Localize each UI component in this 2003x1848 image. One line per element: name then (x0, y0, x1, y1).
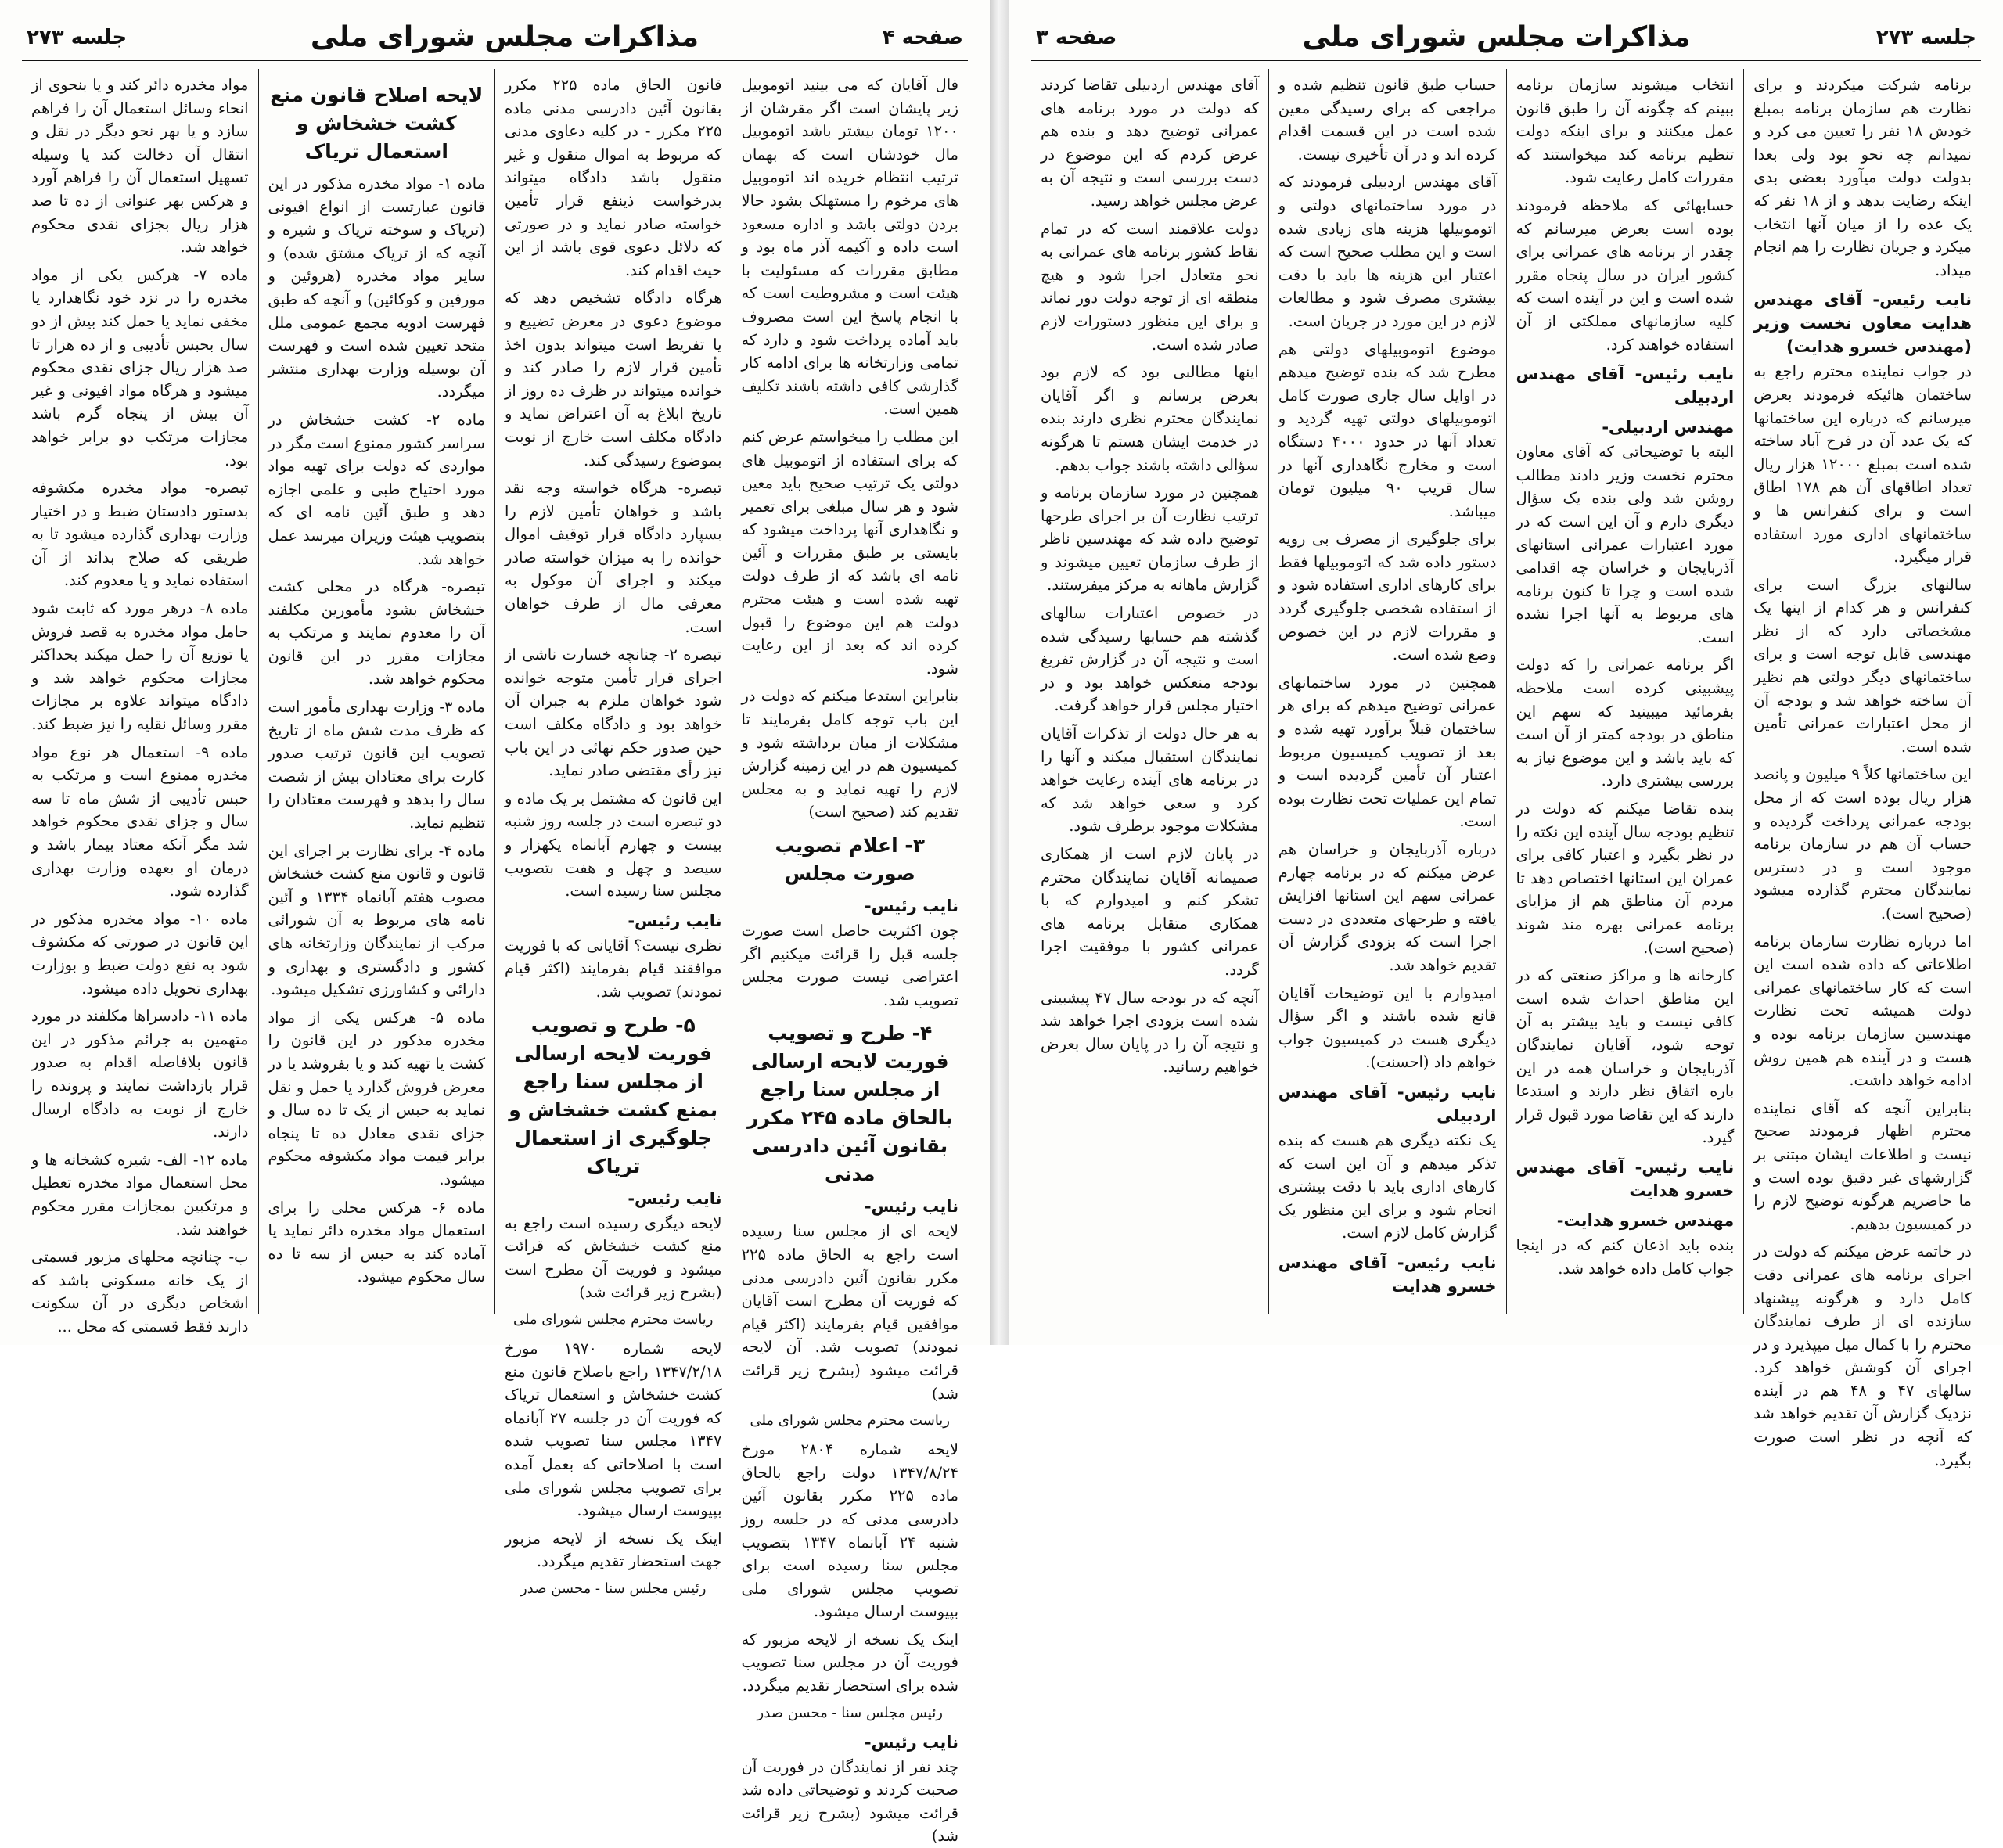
speaker-label: نایب رئیس- آقای مهندس اردبیلی (1278, 1082, 1497, 1125)
paragraph: تبصره- هرگاه خواسته وجه نقد باشد و خواهان تأمین لازم را بسپارد دادگاه قرار توقیف اموال خوانده را به میزان خواسته صادر میکند و اجرای آن موکول به معرفی مال از طرف خواهان است. (505, 479, 722, 636)
paragraph: لایحه شماره ۲۸۰۴ مورخ ۱۳۴۷/۸/۲۴ دولت راجع بالحاق ماده ۲۲۵ مکرر بقانون آئین دادرسی مدنی که در جلسه روز شنبه ۲۴ آبانماه ۱۳۴۷ بتصویب مجلس سنا رسیده است برای تصویب مجلس شورای ملی بپیوست ارسال میشود. (741, 1440, 958, 1621)
paragraph: چند نفر از نمایندگان در فوریت آن صحبت کردند و توضیحاتی داده شد قرائت میشود (بشرح زیر قرائت شد) (741, 1757, 958, 1846)
paragraph: بنابراین استدعا میکنم که دولت در این باب توجه کامل بفرمایند تا مشکلات از میان برداشته شود و کمیسیون هم در این زمینه گزارش لازم را تهیه نماید و به مجلس تقدیم کند (صحیح است) (741, 687, 958, 822)
paragraph: یک نکته دیگری هم هست که بنده تذکر میدهم و آن این است که کارهای اداری باید با دقت بیشتری انجام شود و برای این منظور یک گزارش کامل لازم است. (1278, 1131, 1497, 1242)
left-page-column-3 (258, 69, 495, 1314)
paragraph: برنامه شرکت میکردند و برای نظارت هم سازمان برنامه بمبلغ خودش ۱۸ نفر را تعیین می کرد و نمیدانم چه نحو بود ولی بعدا بدولت دولت میآورد بعضی بدی اینکه رضایت بدهد و از ۱۸ نفر که یک عده را از میان آنها انتخاب میکرد و جریان نظارت را هم انجام میداد. (1753, 76, 1972, 279)
paragraph: موضوع اتوموبیلهای دولتی هم مطرح شد که بنده توضیح میدهم در اوایل سال جاری صورت کامل اتوموبیلهای دولتی تهیه گردید و تعداد آنها در حدود ۴۰۰۰ دستگاه است و مخارج نگاهداری آنها در سال قریب ۹۰ میلیون تومان میباشد. (1278, 340, 1497, 520)
paragraph: تبصره- هرگاه در محلی کشت خشخاش بشود مأمورین مکلفند آن را معدوم نمایند و مرتکب به مجازات مقرر در این قانون محکوم خواهد شد. (268, 577, 485, 689)
paragraph: این ساختمانها کلاً ۹ میلیون و پانصد هزار ریال بوده است که از محل بودجه عمرانی پرداخت گردیده و حساب آن هم در سازمان برنامه موجود است و در دسترس نمایندگان محترم گذارده میشود (صحیح است). (1753, 765, 1972, 922)
paragraph: حساب طبق قانون تنظیم شده و مراجعی که برای رسیدگی معین شده است در این قسمت اقدام کرده اند و در آن تأخیری نیست. (1278, 76, 1497, 164)
paragraph: همچنین در مورد ساختمانهای عمرانی توضیح میدهم که برای هر ساختمان قبلاً برآورد تهیه شده و بعد از تصویب کمیسیون مربوط اعتبار آن تأمین گردیده است و تمام این عملیات تحت نظارت بوده است. (1278, 673, 1497, 831)
paragraph: اینها مطالبی بود که لازم بود بعرض برسانم و اگر آقایان نمایندگان محترم نظری دارند بنده در خدمت ایشان هستم تا هرگونه سؤالی داشته باشند جواب بدهم. (1041, 363, 1259, 474)
paragraph: چون اکثریت حاصل است صورت جلسه قبل را قرائت میکنیم اگر اعتراضی نیست صورت مجلس تصویب شد. (741, 922, 958, 1009)
right-page-title: مذاکرات مجلس شورای ملی (1302, 21, 1691, 53)
left-page-header (22, 16, 968, 61)
paragraph: انتخاب میشوند سازمان برنامه ببینم که چگونه آن را طبق قانون عمل میکنند و برای اینکه دولت تنظیم برنامه کند میخواستند که مقررات کامل رعایت شود. (1516, 76, 1735, 187)
speaker-label: نایب رئیس- آقای مهندس خسرو هدایت (1278, 1253, 1497, 1296)
paragraph: ماده ۴- برای نظارت بر اجرای این قانون و قانون منع کشت خشخاش مصوب هفتم آبانماه ۱۳۳۴ و آئین نامه های مربوط به آن شورائی مرکب از نمایندگان وزارتخانه های کشور و دادگستری و بهداری و دارائی و کشاورزی تشکیل میشود. (268, 841, 485, 999)
right-page-column-4 (1031, 69, 1268, 1314)
paragraph: ماده ۲- کشت خشخاش در سراسر کشور ممنوع است مگر در مواردی که دولت برای تهیه مواد مورد احتیاج طبی و علمی اجازه دهد و طبق آئین نامه ای که بتصویب هیئت وزیران میرسد عمل خواهد شد. (268, 410, 485, 568)
paragraph: ماده ۱۱- دادسراها مکلفند در مورد متهمین به جرائم مذکور در این قانون بلافاصله اقدام به صدور قرار بازداشت نمایند و پرونده را خارج از نوبت به دادگاه ارسال دارند. (31, 1007, 249, 1142)
paragraph: در خصوص اعتبارات سالهای گذشته هم حسابها رسیدگی شده است و نتیجه آن در گزارش تفریغ بودجه منعکس خواهد بود و در اختیار مجلس قرار خواهد گرفت. (1041, 604, 1259, 715)
paragraph: درباره آذربایجان و خراسان هم عرض میکنم که در برنامه چهارم عمرانی سهم این استانها افزایش یافته و طرحهای متعددی در دست اجرا است که بزودی گزارش آن تقدیم خواهد شد. (1278, 840, 1497, 974)
signature-note: ریاست محترم مجلس شورای ملی (512, 1310, 714, 1328)
speaker-label: نایب رئیس- آقای مهندس هدایت معاون نخست وزیر (مهندس خسرو هدایت) (1753, 290, 1972, 357)
paragraph: ماده ۱۰- مواد مخدره مذکور در این قانون در صورتی که مکشوف شود به نفع دولت ضبط و بوزارت بهداری تحویل داده میشود. (31, 909, 249, 998)
right-page-column-3 (1268, 69, 1506, 1314)
paragraph: بنده باید اذعان کنم که در اینجا جواب کامل داده خواهد شد. (1516, 1235, 1735, 1278)
paragraph: آقای مهندس اردبیلی فرمودند که در مورد ساختمانهای دولتی و اتوموبیلها هزینه های زیادی شده است و این مطلب صحیح است که اعتبار این هزینه ها باید با دقت بیشتری مصرف شود و مطالعات لازم در این مورد در جریان است. (1278, 173, 1497, 330)
right-page-column-1 (1743, 69, 1981, 1469)
speaker-label: نایب رئیس- آقای مهندس اردبیلی (1516, 365, 1735, 408)
speaker-label: مهندس اردبیلی- (1602, 418, 1735, 437)
paragraph: برای جلوگیری از مصرف بی رویه دستور داده شد که اتوموبیلها فقط برای کارهای اداری استفاده شود و از استفاده شخصی جلوگیری گردد و مقررات لازم در این خصوص وضع شده است. (1278, 530, 1497, 664)
left-page-columns (22, 69, 968, 1846)
left-page-column-1 (732, 69, 969, 1846)
speaker-label: مهندس خسرو هدایت- (1556, 1210, 1735, 1230)
paragraph: این قانون که مشتمل بر یک ماده و دو تبصره است در جلسه روز شنبه بیست و چهارم آبانماه یکهزار و سیصد و چهل و هفت بتصویب مجلس سنا رسیده است. (505, 789, 722, 901)
paragraph: اگر برنامه عمرانی را که دولت پیشبینی کرده است ملاحظه بفرمائید میبینید که سهم این مناطق در بودجه کمتر از آن است که باید باشد و این موضوع نیاز به بررسی بیشتری دارد. (1516, 656, 1735, 790)
paragraph: این مطلب را میخواستم عرض کنم که برای استفاده از اتوموبیل های دولتی یک ترتیب صحیح باید معین شود و هر سال مبلغی برای تعمیر و نگاهداری آنها پرداخت میشود که بایستی بر طبق مقررات و آئین نامه ای باشد که از طرف دولت تهیه شده است و هیئت محترم دولت هم این موضوع را قبول کرده اند که بعد از این رعایت شود. (741, 427, 958, 678)
paragraph: در جواب نماینده محترم راجع به ساختمان هائیکه فرمودند بعرض میرسانم که درباره این ساختمانها که یک عدد آن در فرح آباد ساخته شده است بمبلغ ۱۲۰۰۰ هزار ریال تعداد اطاقهای آن هم ۱۷۸ اطاق است و برای کنفرانس ها و ساختمانهای اداری مورد استفاده قرار میگیرد. (1753, 362, 1972, 566)
speaker-label: نایب رئیس- (864, 1732, 958, 1752)
paragraph: ماده ۱- مواد مخدره مذکور در این قانون عبارتست از انواع افیونی (تریاک و سوخته تریاک و شیره و آنچه که از تریاک مشتق شده) و سایر مواد مخدره (هروئین و مورفین و کوکائین) و آنچه که طبق فهرست ادویه مجمع عمومی ملل متحد تعیین شده است و فهرست آن بوسیله وزارت بهداری منتشر میگردد. (268, 174, 485, 401)
paragraph: همچنین در مورد سازمان برنامه و ترتیب نظارت آن بر اجرای طرحها توضیح داده شد که مهندسین ناظر از طرف سازمان تعیین میشوند و گزارش ماهانه به مرکز میفرستند. (1041, 484, 1259, 595)
signature-note: رئیس مجلس سنا - محسن صدر (520, 1580, 707, 1597)
section-heading: لایحه اصلاح قانون منع کشت خشخاش و استعمال تریاک (270, 84, 484, 163)
paragraph: نظری نیست؟ آقایانی که با فوریت موافقند قیام بفرمایند (اکثر قیام نمودند) تصویب شد. (505, 936, 722, 1001)
section-heading: ۵- طرح و تصویب فوریت لایحه ارسالی از مجلس سنا راجع بمنع کشت خشخاش و جلوگیری از استعمال تریاک (509, 1013, 718, 1177)
paragraph: دولت علاقمند است که در تمام نقاط کشور برنامه های عمرانی به نحو متعادل اجرا شود و هیچ منطقه ای از توجه دولت دور نماند و برای این منظور دستورات لازم صادر شده است. (1041, 219, 1259, 354)
paragraph: لایحه شماره ۱۹۷۰ مورخ ۱۳۴۷/۲/۱۸ راجع باصلاح قانون منع کشت خشخاش و استعمال تریاک که فوریت آن در جلسه ۲۷ آبانماه ۱۳۴۷ مجلس سنا تصویب شده است با اصلاحاتی که بعمل آمده برای تصویب مجلس شورای ملی بپیوست ارسال میشود. (505, 1339, 722, 1520)
paragraph: در خاتمه عرض میکنم که دولت در اجرای برنامه های عمرانی دقت کامل دارد و هرگونه پیشنهاد سازنده ای از طرف نمایندگان محترم را با کمال میل میپذیرد و در اجرای آن کوشش خواهد کرد. سالهای ۴۷ و ۴۸ هم در آینده نزدیک گزارش آن تقدیم خواهد شد که آنچه در نظر است صورت بگیرد. (1753, 1242, 1972, 1469)
paragraph: ماده ۵- هرکس یکی از مواد مخدره مذکور در این قانون را کشت یا تهیه کند و یا بفروشد یا در معرض فروش گذارد یا حمل و نقل نماید به حبس از یک تا ده سال و جزای نقدی معادل ده تا پنجاه برابر قیمت مواد مکشوفه محکوم میشود. (268, 1008, 485, 1188)
paragraph: فال آقایان که می بینید اتوموبیل زیر پایشان است اگر مقرشان از ۱۲۰۰ تومان بیشتر باشد اتوموبیل مال خودشان است که بهمان ترتیب انتظام خریده اند اتوموبیل های مرخوم را مستهلک بشود حالا بردن دولتی باشد و اداره مسعود است داده و آکیمه آذر ماه بود و مطابق مقررات که مسئولیت با هیئت است و مشروطیت است که با انجام پاسخ این است مصروف باید آماده پرداخت شود و دارد که تمامی وزارتخانه ها برای ادامه کار گذارشی کافی داشته باشند تکلیف همین است. (741, 76, 958, 419)
paragraph: اما درباره نظارت سازمان برنامه اطلاعاتی که داده شده است این است که کار ساختمانهای عمرانی دولت همیشه تحت نظارت مهندسین سازمان برنامه بوده و هست و در آینده هم همین روش ادامه خواهد داشت. (1753, 932, 1972, 1090)
paragraph: ماده ۱۲- الف- شیره کشخانه ها و محل استعمال مواد مخدره تعطیل و مرتکبین بمجازات مقرر محکوم خواهند شد. (31, 1150, 249, 1239)
left-page (0, 0, 990, 1846)
paragraph: اینک یک نسخه از لایحه مزبور که فوریت آن در مجلس سنا تصویب شده برای استحضار تقدیم میگردد. (741, 1630, 958, 1695)
paragraph: سالنهای بزرگ است برای کنفرانس و هر کدام از اینها یک مشخصاتی دارد که از نظر مهندسی قابل توجه است و برای ساختمانهای دیگر دولتی هم نظیر آن ساخته خواهد شد و بودجه آن از محل اعتبارات عمرانی تأمین شده است. (1753, 575, 1972, 756)
right-page-header (1031, 16, 1981, 61)
paragraph: ماده ۸- درهر مورد که ثابت شود حامل مواد مخدره به قصد فروش یا توزیع آن را حمل میکند بحداکثر مجازات محکوم خواهد شد و دادگاه میتواند علاوه بر مجازات مقرر وسائل نقلیه را نیز ضبط کند. (31, 599, 249, 734)
paragraph: کارخانه ها و مراکز صنعتی که در این مناطق احداث شده است کافی نیست و باید بیشتر به آن توجه شود، آقایان نمایندگان آذربایجان و خراسان همه در این باره اتفاق نظر دارند و استدعا دارند که این تقاضا مورد قبول قرار گیرد. (1516, 966, 1735, 1147)
paragraph: در پایان لازم است از همکاری صمیمانه آقایان نمایندگان محترم تشکر کنم و امیدوارم که با همکاری متقابل برنامه های عمرانی کشور با موفقیت اجرا گردد. (1041, 845, 1259, 979)
paragraph: اینک یک نسخه از لایحه مزبور جهت استحضار تقدیم میگردد. (505, 1529, 722, 1571)
paragraph: به هر حال دولت از تذکرات آقایان نمایندگان استقبال میکند و آنها را در برنامه های آینده رعایت خواهد کرد و سعی خواهد شد که مشکلات موجود برطرف شود. (1041, 724, 1259, 836)
speaker-label: نایب رئیس- (628, 911, 722, 930)
paragraph: مواد مخدره دائر کند و یا بنحوی از انحاء وسائل استعمال آن را فراهم سازد و یا بهر نحو دیگر در نقل و انتقال آن دخالت کند یا وسیله تسهیل استعمال آن را فراهم آورد و هرکس بهر عنوانی از ده تا صد هزار ریال بجزای نقدی محکوم خواهد شد. (31, 76, 249, 257)
paragraph: تبصره ۲- چنانچه خسارت ناشی از اجرای قرار تأمین متوجه خوانده شود خواهان ملزم به جبران آن خواهد بود و دادگاه مکلف است حین صدور حکم نهائی در این باب نیز رأی مقتضی صادر نماید. (505, 645, 722, 780)
left-page-column-4 (22, 69, 258, 1336)
right-page-session: جلسه ۲۷۳ (1875, 25, 1976, 49)
paragraph: امیدوارم با این توضیحات آقایان قانع شده باشند و اگر سؤال دیگری هست در کمیسیون جواب خواهم داد (احسنت). (1278, 983, 1497, 1072)
paragraph: قانون الحاق ماده ۲۲۵ مکرر بقانون آئین دادرسی مدنی ماده ۲۲۵ مکرر - در کلیه دعاوی مدنی که مربوط به اموال منقول و غیر منقول باشد دادگاه میتواند بدرخواست ذینفع قرار تأمین خواسته صادر نماید و در صورتی که دلائل دعوی قوی باشد از این حیث اقدام کند. (505, 76, 722, 279)
speaker-label: نایب رئیس- (864, 1197, 958, 1217)
signature-note: رئیس مجلس سنا - محسن صدر (757, 1704, 943, 1721)
paragraph: بنابراین آنچه که آقای نماینده محترم اظهار فرمودند صحیح نیست و اطلاعات ایشان مبتنی بر گزارشهای غیر دقیق بوده است و ما حاضریم هرگونه توضیح لازم را در کمیسیون بدهیم. (1753, 1098, 1972, 1233)
speaker-label: نایب رئیس- آقای مهندس خسرو هدایت (1516, 1157, 1735, 1200)
left-page-number: صفحه ۴ (882, 25, 963, 49)
paragraph: البته با توضیحاتی که آقای معاون محترم نخست وزیر دادند مطالب روشن شد ولی بنده یک سؤال دیگری دارم و آن این است که در مورد اعتبارات عمرانی استانهای آذربایجان و خراسان چه اقدامی شده است و چرا تا کنون برنامه های مربوط به آنها اجرا نشده است. (1516, 443, 1735, 646)
paragraph: لایحه ای از مجلس سنا رسیده است راجع به الحاق ماده ۲۲۵ مکرر بقانون آئین دادرسی مدنی که فوریت آن مطرح است آقایان موافقین قیام بفرمایند (اکثر قیام نمودند) تصویب شد. آن لایحه قرائت میشود (بشرح زیر قرائت شد) (741, 1222, 958, 1403)
right-page (1009, 0, 2003, 1469)
paragraph: ماده ۹- استعمال هر نوع مواد مخدره ممنوع است و مرتکب به حبس تأدیبی از شش ماه تا سه سال و جزای نقدی محکوم خواهد شد مگر آنکه معتاد بیمار باشد و درمان او بعهده وزارت بهداری گذارده شود. (31, 742, 249, 901)
right-page-column-2 (1506, 69, 1744, 1314)
left-page-session: جلسه ۲۷۳ (27, 25, 128, 49)
right-page-number: صفحه ۳ (1036, 25, 1117, 49)
paragraph: ماده ۷- هرکس یکی از مواد مخدره را در نزد خود نگاهدارد یا مخفی نماید یا حمل کند بیش از دو سال بحبس تأدیبی و از ده هزار تا صد هزار ریال جزای نقدی محکوم میشود و هرگاه مواد افیونی و غیر آن بیش از پنجاه گرم باشد مجازات مرتکب دو برابر خواهد بود. (31, 265, 249, 469)
paragraph: ب- چنانچه محلهای مزبور قسمتی از یک خانه مسکونی باشد که اشخاص دیگری در آن سکونت دارند فقط قسمتی که محل ... (31, 1248, 249, 1336)
book-gutter (990, 0, 1009, 1345)
speaker-label: نایب رئیس- (864, 897, 958, 915)
right-page-columns (1031, 69, 1981, 1469)
paragraph: ماده ۳- وزارت بهداری مأمور است که ظرف مدت شش ماه از تاریخ تصویب این قانون ترتیب صدور کارت برای معتادان بیش از شصت سال را بدهد و فهرست معتادان را تنظیم نماید. (268, 698, 485, 832)
speaker-label: نایب رئیس- (628, 1188, 722, 1208)
left-page-column-2 (494, 69, 732, 1597)
paragraph: آقای مهندس اردبیلی تقاضا کردند که دولت در مورد برنامه های عمرانی توضیح دهد و بنده هم عرض کردم که این موضوع در دست بررسی است و نتیجه آن به عرض مجلس خواهد رسید. (1041, 76, 1259, 210)
left-page-title: مذاکرات مجلس شورای ملی (310, 21, 699, 53)
section-heading: ۳- اعلام تصویب صورت مجلس (775, 834, 926, 885)
paragraph: بنده تقاضا میکنم که دولت در تنظیم بودجه سال آینده این نکته را در نظر بگیرد و اعتبار کافی برای عمران این استانها اختصاص دهد تا مردم آن مناطق هم از مزایای برنامه عمرانی بهره مند شوند (صحیح است). (1516, 800, 1735, 957)
paragraph: تبصره- مواد مخدره مکشوفه بدستور دادستان ضبط و در اختیار وزارت بهداری گذارده میشود تا به طریقی که صلاح بداند از آن استفاده نماید و یا معدوم کند. (31, 479, 249, 590)
paragraph: هرگاه دادگاه تشخیص دهد که موضوع دعوی در معرض تضییع و یا تفریط است میتواند بدون اخذ تأمین قرار لازم را صادر کند و خوانده میتواند در ظرف ده روز از تاریخ ابلاغ به آن اعتراض نماید و دادگاه مکلف است خارج از نوبت بموضوع رسیدگی کند. (505, 289, 722, 469)
paragraph: لایحه دیگری رسیده است راجع به منع کشت خشخاش که قرائت میشود و فوریت آن مطرح است (بشرح زیر قرائت شد) (505, 1213, 722, 1302)
paragraph: ماده ۶- هرکس محلی را برای استعمال مواد مخدره دائر نماید یا آماده کند به حبس از سه تا ده سال محکوم میشود. (268, 1198, 485, 1286)
paragraph: حسابهائی که ملاحظه فرمودند بوده است بعرض میرسانم که چقدر از برنامه های عمرانی برای کشور ایران در سال پنجاه مقرر شده است و این در آینده است که کلیه سازمانهای مملکتی از آن استفاده خواهند کرد. (1516, 196, 1735, 354)
paragraph: آنچه که در بودجه سال ۴۷ پیشبینی شده است بزودی اجرا خواهد شد و نتیجه آن را در پایان سال بعرض خواهیم رسانید. (1041, 988, 1259, 1077)
section-heading: ۴- طرح و تصویب فوریت لایحه ارسالی از مجلس سنا راجع بالحاق ماده ۲۴۵ مکرر بقانون آئین دادرسی مدنی (747, 1022, 953, 1186)
signature-note: ریاست محترم مجلس شورای ملی (750, 1412, 951, 1429)
